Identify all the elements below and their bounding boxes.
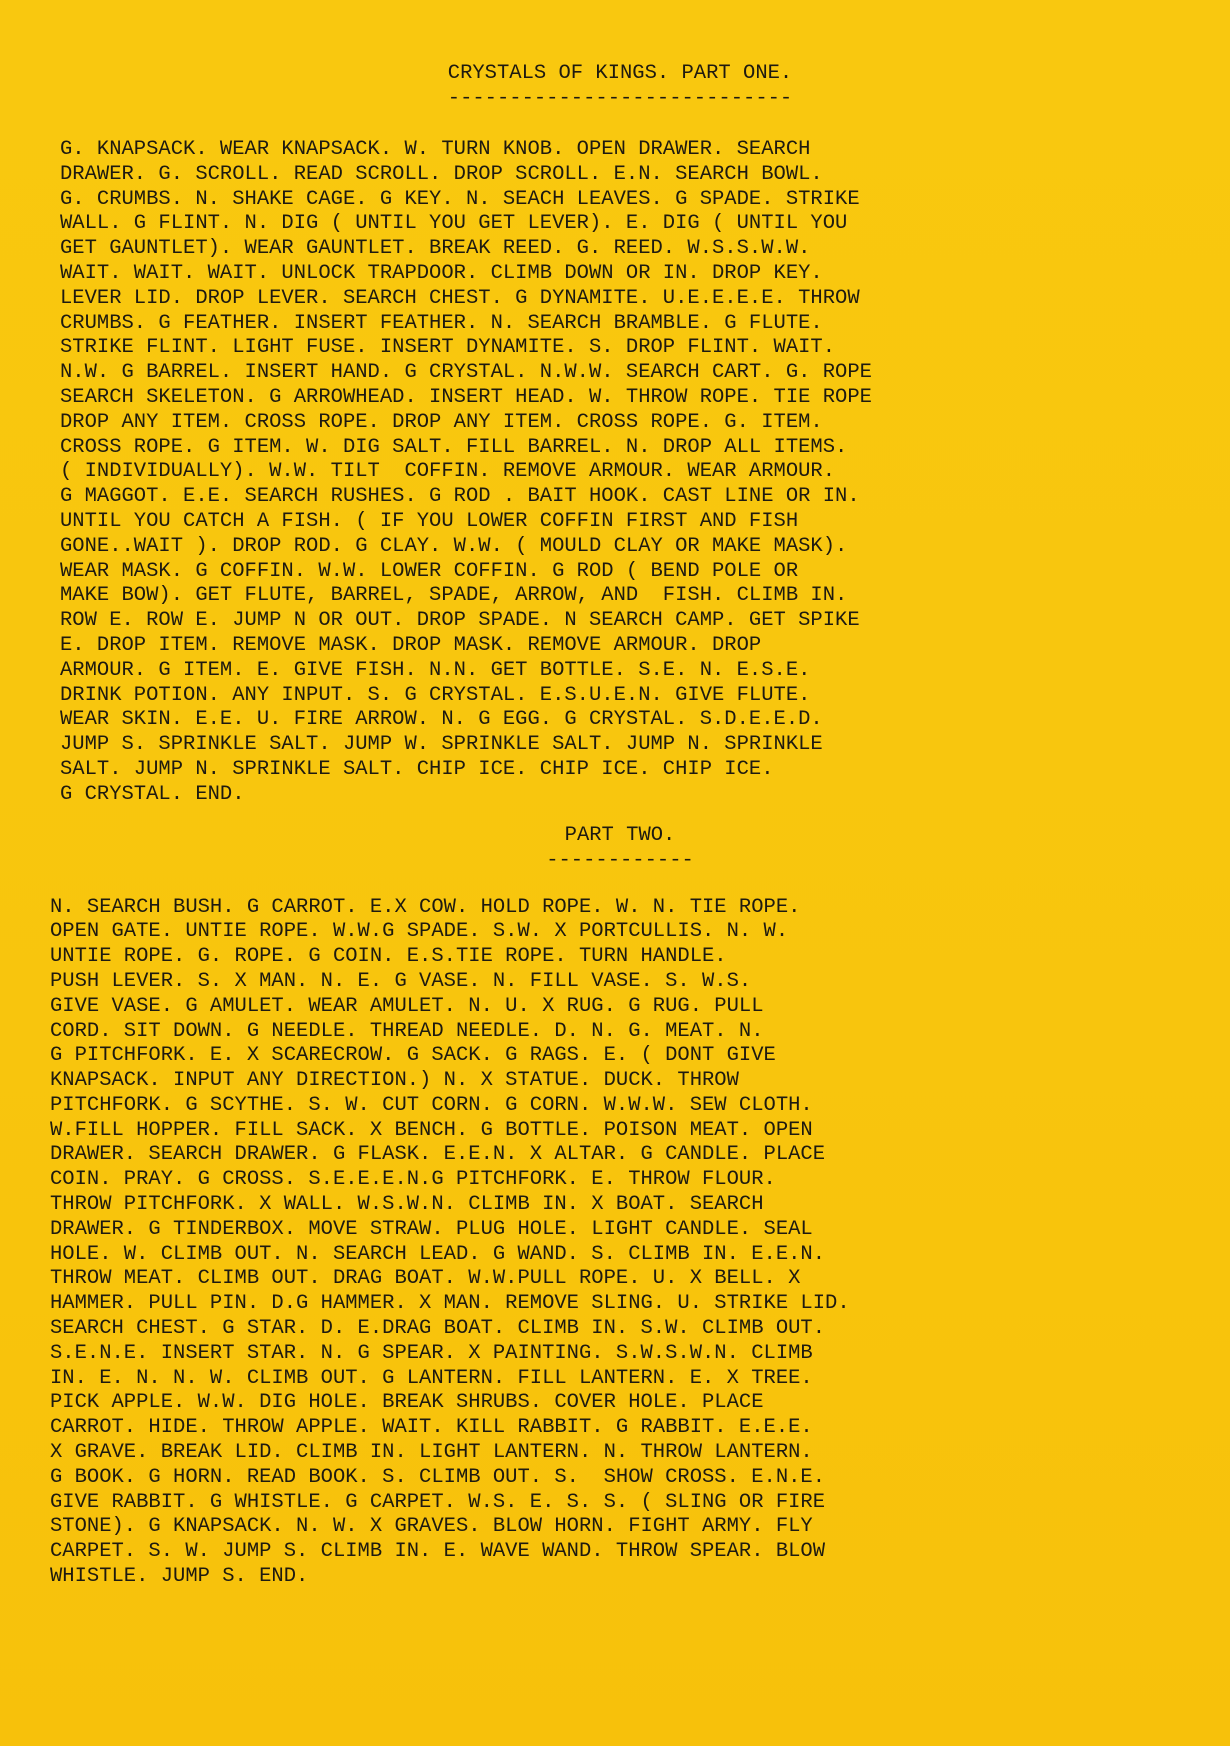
text-line: CARPET. S. W. JUMP S. CLIMB IN. E. WAVE WAND. THROW SPEAR. BLOW <box>50 1540 826 1564</box>
text-line: OPEN GATE. UNTIE ROPE. W.W.G SPADE. S.W. X PORTCULLIS. N. W. <box>50 920 789 944</box>
text-line: STONE). G KNAPSACK. N. W. X GRAVES. BLOW HORN. FIGHT ARMY. FLY <box>50 1515 813 1539</box>
text-line: THROW MEAT. CLIMB OUT. DRAG BOAT. W.W.PULL ROPE. U. X BELL. X <box>50 1267 801 1291</box>
text-line: CRUMBS. G FEATHER. INSERT FEATHER. N. SEARCH BRAMBLE. G FLUTE. <box>60 311 823 335</box>
text-line: W.FILL HOPPER. FILL SACK. X BENCH. G BOTTLE. POISON MEAT. OPEN <box>50 1118 813 1142</box>
part-one-text <box>50 138 1190 808</box>
text-line: G CRYSTAL. END. <box>60 782 245 806</box>
text-line: STRIKE FLINT. LIGHT FUSE. INSERT DYNAMITE. S. DROP FLINT. WAIT. <box>60 336 836 360</box>
text-line: WEAR MASK. G COFFIN. W.W. LOWER COFFIN. G ROD ( BEND POLE OR <box>60 559 799 583</box>
text-line: THROW PITCHFORK. X WALL. W.S.W.N. CLIMB IN. X BOAT. SEARCH <box>50 1193 764 1217</box>
text-line: N.W. G BARREL. INSERT HAND. G CRYSTAL. N.W.W. SEARCH CART. G. ROPE <box>60 361 872 385</box>
text-line: MAKE BOW). GET FLUTE, BARREL, SPADE, ARROW, AND FISH. CLIMB IN. <box>60 584 848 608</box>
text-line: GET GAUNTLET). WEAR GAUNTLET. BREAK REED. G. REED. W.S.S.W.W. <box>60 237 811 261</box>
text-line: UNTIE ROPE. G. ROPE. G COIN. E.S.TIE ROPE. TURN HANDLE. <box>50 945 727 969</box>
part-two-title: PART TWO. <box>564 823 676 847</box>
text-line: ARMOUR. G ITEM. E. GIVE FISH. N.N. GET BOTTLE. S.E. N. E.S.E. <box>60 658 811 682</box>
text-line: UNTIL YOU CATCH A FISH. ( IF YOU LOWER COFFIN FIRST AND FISH <box>60 509 799 533</box>
text-line: WEAR SKIN. E.E. U. FIRE ARROW. N. G EGG. G CRYSTAL. S.D.E.E.D. <box>60 708 823 732</box>
text-line: G BOOK. G HORN. READ BOOK. S. CLIMB OUT. S. SHOW CROSS. E.N.E. <box>50 1465 826 1489</box>
text-line: DRAWER. G TINDERBOX. MOVE STRAW. PLUG HOLE. LIGHT CANDLE. SEAL <box>50 1217 813 1241</box>
text-line: X GRAVE. BREAK LID. CLIMB IN. LIGHT LANTERN. N. THROW LANTERN. <box>50 1441 813 1465</box>
text-line: SEARCH SKELETON. G ARROWHEAD. INSERT HEAD. W. THROW ROPE. TIE ROPE <box>60 385 872 409</box>
text-line: WHISTLE. JUMP S. END. <box>50 1565 309 1589</box>
text-line: DRAWER. SEARCH DRAWER. G FLASK. E.E.N. X ALTAR. G CANDLE. PLACE <box>50 1143 826 1167</box>
title-underline: ---------------------------- <box>447 87 793 110</box>
text-line: DRINK POTION. ANY INPUT. S. G CRYSTAL. E.S.U.E.N. GIVE FLUTE. <box>60 683 811 707</box>
part-two-underline: ------------ <box>546 848 694 872</box>
text-line: CARROT. HIDE. THROW APPLE. WAIT. KILL RABBIT. G RABBIT. E.E.E. <box>50 1416 813 1440</box>
text-line: CROSS ROPE. G ITEM. W. DIG SALT. FILL BARREL. N. DROP ALL ITEMS. <box>60 435 848 459</box>
text-line: G PITCHFORK. E. X SCARECROW. G SACK. G RAGS. E. ( DONT GIVE <box>50 1044 776 1068</box>
text-line: PICK APPLE. W.W. DIG HOLE. BREAK SHRUBS. COVER HOLE. PLACE <box>50 1391 764 1415</box>
walkthrough-document <box>50 60 1190 1590</box>
text-line: G MAGGOT. E.E. SEARCH RUSHES. G ROD . BAIT HOOK. CAST LINE OR IN. <box>60 485 860 509</box>
text-line: WALL. G FLINT. N. DIG ( UNTIL YOU GET LEVER). E. DIG ( UNTIL YOU <box>60 212 848 236</box>
part-two-text <box>50 896 1190 1590</box>
document-title: CRYSTALS OF KINGS. PART ONE. <box>447 62 793 85</box>
text-line: SEARCH CHEST. G STAR. D. E.DRAG BOAT. CLIMB IN. S.W. CLIMB OUT. <box>50 1317 826 1341</box>
text-line: HAMMER. PULL PIN. D.G HAMMER. X MAN. REMOVE SLING. U. STRIKE LID. <box>50 1292 850 1316</box>
text-line: DROP ANY ITEM. CROSS ROPE. DROP ANY ITEM. CROSS ROPE. G. ITEM. <box>60 410 823 434</box>
text-line: DRAWER. G. SCROLL. READ SCROLL. DROP SCROLL. E.N. SEARCH BOWL. <box>60 162 823 186</box>
text-line: CORD. SIT DOWN. G NEEDLE. THREAD NEEDLE. D. N. G. MEAT. N. <box>50 1019 764 1043</box>
text-line: S.E.N.E. INSERT STAR. N. G SPEAR. X PAINTING. S.W.S.W.N. CLIMB <box>50 1341 813 1365</box>
text-line: G. CRUMBS. N. SHAKE CAGE. G KEY. N. SEACH LEAVES. G SPADE. STRIKE <box>60 187 860 211</box>
text-line: JUMP S. SPRINKLE SALT. JUMP W. SPRINKLE SALT. JUMP N. SPRINKLE <box>60 733 823 757</box>
text-line: GONE..WAIT ). DROP ROD. G CLAY. W.W. ( MOULD CLAY OR MAKE MASK). <box>60 534 848 558</box>
text-line: GIVE VASE. G AMULET. WEAR AMULET. N. U. X RUG. G RUG. PULL <box>50 994 764 1018</box>
text-line: IN. E. N. N. W. CLIMB OUT. G LANTERN. FILL LANTERN. E. X TREE. <box>50 1366 813 1390</box>
text-line: COIN. PRAY. G CROSS. S.E.E.E.N.G PITCHFORK. E. THROW FLOUR. <box>50 1168 776 1192</box>
text-line: SALT. JUMP N. SPRINKLE SALT. CHIP ICE. CHIP ICE. CHIP ICE. <box>60 757 774 781</box>
text-line: N. SEARCH BUSH. G CARROT. E.X COW. HOLD ROPE. W. N. TIE ROPE. <box>50 895 801 919</box>
text-line: G. KNAPSACK. WEAR KNAPSACK. W. TURN KNOB. OPEN DRAWER. SEARCH <box>60 138 811 161</box>
text-line: KNAPSACK. INPUT ANY DIRECTION.) N. X STATUE. DUCK. THROW <box>50 1069 739 1093</box>
text-line: PUSH LEVER. S. X MAN. N. E. G VASE. N. FILL VASE. S. W.S. <box>50 969 752 993</box>
text-line: LEVER LID. DROP LEVER. SEARCH CHEST. G DYNAMITE. U.E.E.E.E. THROW <box>60 286 860 310</box>
text-line: WAIT. WAIT. WAIT. UNLOCK TRAPDOOR. CLIMB DOWN OR IN. DROP KEY. <box>60 261 823 285</box>
text-line: ( INDIVIDUALLY). W.W. TILT COFFIN. REMOVE ARMOUR. WEAR ARMOUR. <box>60 460 836 484</box>
text-line: GIVE RABBIT. G WHISTLE. G CARPET. W.S. E. S. S. ( SLING OR FIRE <box>50 1490 826 1514</box>
text-line: E. DROP ITEM. REMOVE MASK. DROP MASK. REMOVE ARMOUR. DROP <box>60 633 762 657</box>
text-line: HOLE. W. CLIMB OUT. N. SEARCH LEAD. G WAND. S. CLIMB IN. E.E.N. <box>50 1242 826 1266</box>
text-line: ROW E. ROW E. JUMP N OR OUT. DROP SPADE. N SEARCH CAMP. GET SPIKE <box>60 609 860 633</box>
text-line: PITCHFORK. G SCYTHE. S. W. CUT CORN. G CORN. W.W.W. SEW CLOTH. <box>50 1093 813 1117</box>
